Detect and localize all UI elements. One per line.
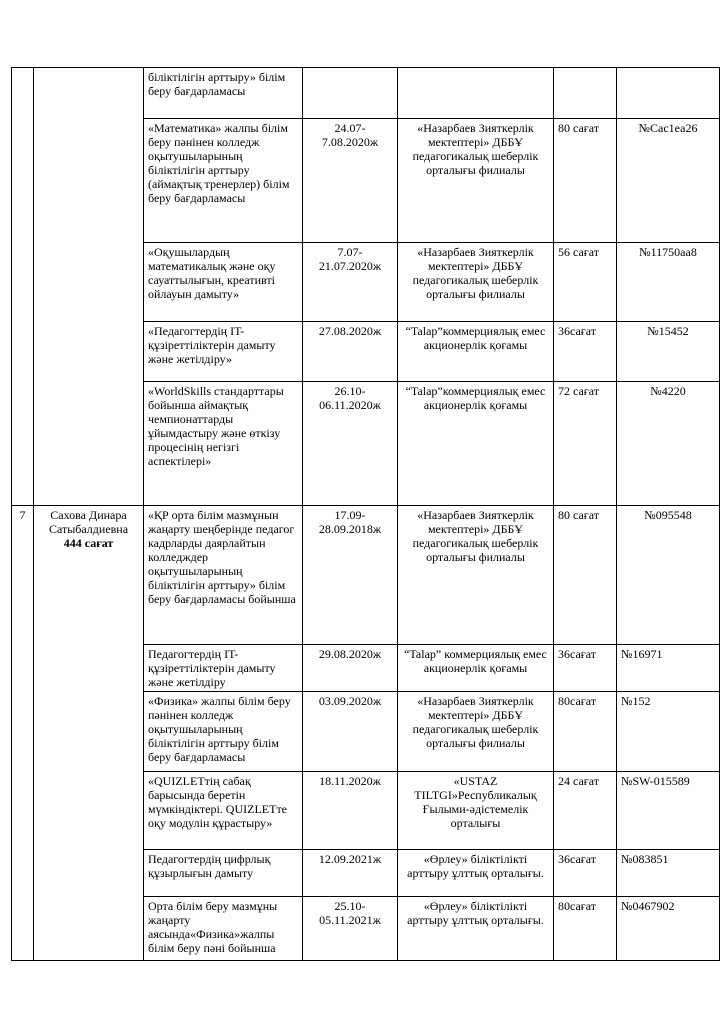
row-number-cell: 7: [12, 506, 34, 961]
program-cell: «Оқушылардың математикалық және оқу сауаттылығын, креативті ойлауын дамыту»: [144, 243, 303, 322]
certificate-cell: №Сас1еа26: [617, 119, 720, 243]
dates-cell: 26.10-06.11.2020ж: [303, 382, 398, 506]
program-cell: «WorldSkills стандарттары бойынша аймақтық чемпионаттарды ұйымдастыру және өткізу процесінің негізгі аспектілері»: [144, 382, 303, 506]
organization-cell: «Өрлеу» біліктілікті арттыру ұлттық орталығы.: [398, 850, 554, 897]
hours-cell: 80 сағат: [554, 506, 617, 645]
dates-cell: 17.09-28.09.2018ж: [303, 506, 398, 645]
hours-cell: [554, 68, 617, 119]
table-row: [12, 506, 720, 645]
program-cell: біліктілігін арттыру» білім беру бағдарламасы: [144, 68, 303, 119]
dates-cell: 7.07-21.07.2020ж: [303, 243, 398, 322]
row-number-cell: [12, 68, 34, 506]
dates-cell: [303, 68, 398, 119]
dates-cell: 25.10-05.11.2021ж: [303, 897, 398, 961]
person-name-cell: [34, 68, 144, 506]
hours-cell: 80сағат: [554, 897, 617, 961]
hours-cell: 72 сағат: [554, 382, 617, 506]
hours-cell: 80сағат: [554, 692, 617, 772]
hours-cell: 56 сағат: [554, 243, 617, 322]
certificate-cell: №SW-015589: [617, 772, 720, 850]
program-cell: Педагогтердің цифрлық құзырлығын дамыту: [144, 850, 303, 897]
training-table: [11, 67, 720, 961]
organization-cell: «Назарбаев Зияткерлік мектептері» ДББҰ педагогикалық шеберлік орталығы филиалы: [398, 243, 554, 322]
dates-cell: 27.08.2020ж: [303, 322, 398, 382]
program-cell: Педагогтердің IT-құзіреттіліктерін дамыту және жетілдіру: [144, 645, 303, 692]
organization-cell: «Назарбаев Зияткерлік мектептері» ДББҰ педагогикалық шеберлік орталығы филиалы: [398, 119, 554, 243]
person-name-cell: [34, 506, 144, 961]
organization-cell: “Talap” коммерциялық емес акционерлік қоғамы: [398, 645, 554, 692]
certificate-cell: №152: [617, 692, 720, 772]
certificate-cell: [617, 68, 720, 119]
person-total-hours: 444 сағат: [63, 536, 114, 550]
dates-cell: 29.08.2020ж: [303, 645, 398, 692]
program-cell: «Математика» жалпы білім беру пәнінен колледж оқытушыларының біліктілігін арттыру (аймақтық тренерлер) білім беру бағдарламасы: [144, 119, 303, 243]
organization-cell: “Talap”коммерциялық емес акционерлік қоғамы: [398, 322, 554, 382]
hours-cell: 36сағат: [554, 322, 617, 382]
hours-cell: 36сағат: [554, 645, 617, 692]
organization-cell: «Назарбаев Зияткерлік мектептері» ДББҰ педагогикалық шеберлік орталығы филиалы: [398, 506, 554, 645]
certificate-cell: №11750аа8: [617, 243, 720, 322]
organization-cell: “Talap”коммерциялық емес акционерлік қоғамы: [398, 382, 554, 506]
hours-cell: 24 сағат: [554, 772, 617, 850]
program-cell: «Физика» жалпы білім беру пәнінен колледж оқытушыларының біліктілігін арттыру білім беру бағдарламасы: [144, 692, 303, 772]
organization-cell: [398, 68, 554, 119]
certificate-cell: №0467902: [617, 897, 720, 961]
table-row: [12, 68, 720, 119]
dates-cell: 24.07-7.08.2020ж: [303, 119, 398, 243]
organization-cell: «Өрлеу» біліктілікті арттыру ұлттық орталығы.: [398, 897, 554, 961]
certificate-cell: №083851: [617, 850, 720, 897]
organization-cell: «USTAZ TILTGI»Республикалық Ғылыми-әдістемелік орталығы: [398, 772, 554, 850]
certificate-cell: №15452: [617, 322, 720, 382]
certificate-cell: №4220: [617, 382, 720, 506]
hours-cell: 80 сағат: [554, 119, 617, 243]
program-cell: Орта білім беру мазмұны жаңарту аясында«Физика»жалпы білім беру пәні бойынша: [144, 897, 303, 961]
program-cell: «QUIZLETтің сабақ барысында беретін мүмкіндіктері. QUIZLETте оқу модулін құрастыру»: [144, 772, 303, 850]
dates-cell: 18.11.2020ж: [303, 772, 398, 850]
dates-cell: 03.09.2020ж: [303, 692, 398, 772]
program-cell: «ҚР орта білім мазмұнын жаңарту шеңберінде педагог кадрларды даярлайтын колледждер оқытушыларының біліктілігін арттыру» білім беру бағдарламасы бойынша: [144, 506, 303, 645]
person-name: Сахова Динара Сатыбалдиевна: [48, 508, 129, 536]
hours-cell: 36сағат: [554, 850, 617, 897]
organization-cell: «Назарбаев Зияткерлік мектептері» ДББҰ педагогикалық шеберлік орталығы филиалы: [398, 692, 554, 772]
certificate-cell: №095548: [617, 506, 720, 645]
program-cell: «Педагогтердің IT-құзіреттіліктерін дамыту және жетілдіру»: [144, 322, 303, 382]
dates-cell: 12.09.2021ж: [303, 850, 398, 897]
certificate-cell: №16971: [617, 645, 720, 692]
